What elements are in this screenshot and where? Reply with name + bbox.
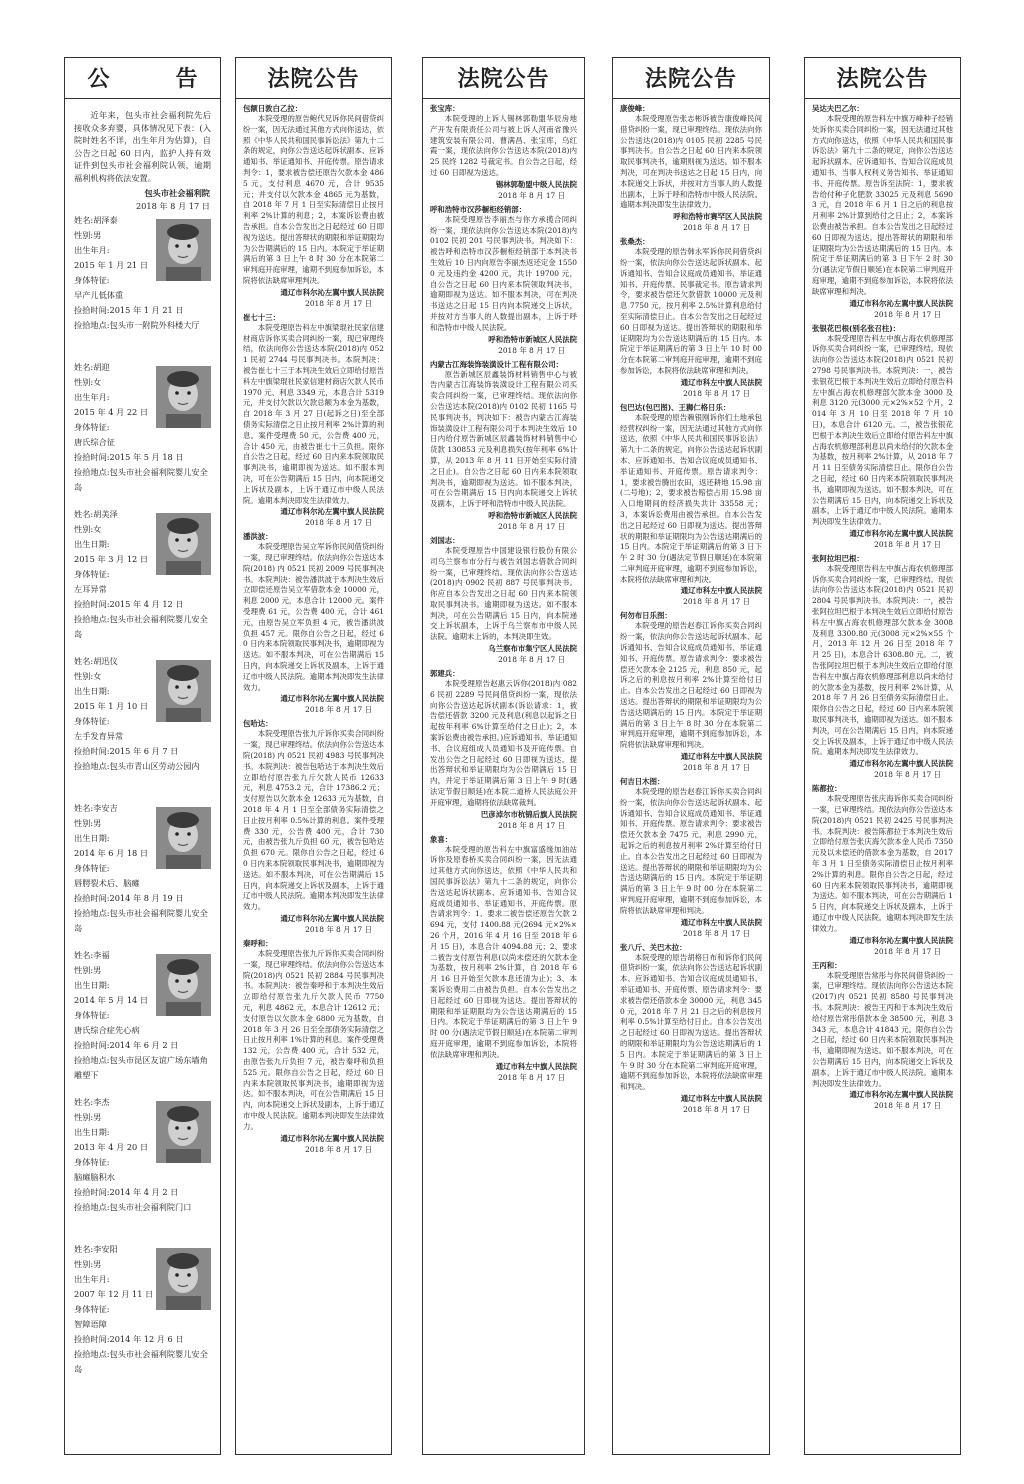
child-found-place: 捡拾地点:包头市社会福利院婴儿安全岛 [74, 466, 208, 492]
notice-addressee: 张桑杰： [620, 237, 650, 247]
court-notice [430, 668, 577, 831]
divider [613, 98, 769, 99]
child-gender: 性别:女 [74, 523, 102, 534]
notice-title: 公 告 [87, 67, 220, 92]
child-gender: 性别:女 [74, 376, 102, 387]
child-name: 姓名:李安吉 [74, 802, 118, 813]
court-notice [812, 553, 953, 780]
child-feature: 左耳异常 [74, 583, 107, 594]
court-notice [243, 531, 384, 715]
child-entry [65, 1242, 220, 1389]
child-found-time: 捡拾时间:2015 年 4 月 12 日 [74, 598, 184, 609]
notice-court: 通辽市科尔沁左翼中旗人民法院 [849, 759, 953, 769]
child-feature: 唐氏综合症先心病 [74, 1024, 140, 1035]
child-gender: 性别:男 [74, 1111, 102, 1122]
child-feature-label: 身体特征: [74, 1303, 110, 1314]
child-birth: 2015 年 1 月 21 日 [74, 259, 149, 270]
notice-date: 2018 年 8 月 17 日 [498, 190, 565, 200]
notice-court: 通辽市科尔沁左翼中旗人民法院 [849, 528, 953, 538]
child-found-time: 捡拾时间:2015 年 1 月 21 日 [74, 304, 184, 315]
child-name: 姓名:李安阳 [74, 1243, 118, 1254]
notice-court: 通辽市科左中旗人民法院 [680, 377, 762, 387]
child-birth: 2013 年 4 月 20 日 [74, 1141, 149, 1152]
notice-body: 本院受理的原告赵春江诉你买卖合同纠纷一案，依法向你公告送达起诉状副本、起诉通知书、告知合议庭成员通知书、举证通知书、开庭传票。原告请求判令：要求被告偿还欠款本金 7475 元，利息 2990 元，起诉之后的利息按月利率 2%计算至给付日止。自本公告发出之日起经过 60 日即视为送达。提出答辩状的期限和举证期限均为公告送达期满后的 15 日内。本院定于举证期满后的第 3 日上午 9 时 00 分在本院第二审判庭开庭审理，逾期不到庭参加诉讼，本院将依法缺席审理和判决。 [620, 787, 762, 915]
court-notice [243, 103, 384, 309]
notice-court: 通辽市科左中旗人民法院 [680, 752, 762, 762]
notice-date: 2018 年 8 月 17 日 [498, 345, 565, 355]
notice-list [805, 103, 960, 1111]
child-found-place: 捡拾地点:包头市青山区劳动公园内 [74, 760, 200, 771]
notice-court: 呼和浩特市赛罕区人民法院 [673, 212, 762, 222]
child-birth-label: 出生日期: [74, 1126, 110, 1137]
child-entry [65, 654, 220, 801]
column-court-notices-4 [612, 57, 770, 1455]
notice-date: 2018 年 8 月 17 日 [305, 518, 372, 528]
child-name: 姓名:胡泽泰 [74, 214, 118, 225]
notice-date: 2018 年 8 月 17 日 [874, 309, 941, 319]
child-found-time: 捡拾时间:2014 年 4 月 2 日 [74, 1186, 179, 1197]
notice-body: 本院受理原告科左中旗占海农机修理部诉你买卖合同纠纷一案，已审理终结。现依法向你公告送达本院(2018)内 0521 民初 2804 号民事判决书。本院判决：一，被告张阿拉坦巴根于本判决生效后立即给付原告科左中旗占海农机修理部欠款本金 3008 及利息 3300.80 元(3008 元×2%×55 个月，2013 年 12 月 26 日至 2018 年 7 月 25 日)，本息合计 6308.80 元。二，被告张阿拉坦巴根于本判决生效后立即给付原告科左中旗占海农机修理部利息以尚未给付的欠款本金为基数，按月利率 2%计算，从 2018 年 7 月 26 日至债务实际清偿日止。限你自公告之日起，经过 60 日内来本院领取民事判决书，逾期即视为送达。如不服本判决，可在公告期满后 15 日内，向本院递交上诉状及副本，上诉于通辽市中级人民法院。逾期本判决即发生法律效力。 [812, 563, 953, 757]
notice-court: 呼和浩特市新城区人民法院 [488, 510, 577, 520]
court-notice [243, 718, 384, 935]
child-feature-label: 身体特征: [74, 274, 110, 285]
notice-body: 原告新城区辰鑫装饰材料销售中心与被告内蒙古江海装饰装潢设计工程有限公司买卖合同纠纷一案，已审理终结。现依法向你公告送达本院(2018)内 0102 民初 1165 号民事判决书，判决如下：被告内蒙古江海装饰装潢设计工程有限公司于本判决生效后 10 日内给付原告新城区辰鑫装饰材料销售中心货款 130853 元及利息损失(按年利率 6%计算，从 2013 年 8 月 11 日开始至实际付清之日止)。自公告之日起 60 日内来本院领取判决书，逾期即视为送达。如不服本判决，可在公告期满后 15 日内向本院递交上诉状及副本，上诉于呼和浩特市中级人民法院。 [430, 369, 577, 509]
child-photo [156, 954, 211, 1016]
notice-addressee: 康俊峰： [620, 104, 650, 113]
court-notice [620, 236, 762, 399]
notice-body: 本院受理原告张志彬诉被告康俊峰民间借贷纠纷一案，现已审理终结。现依法向你公告送达(2018)内 0105 民初 2285 号民事判决书。自公告之日起 60 日内来本院领取民事判决书，逾期则视为送达。如不服本判决，可在判决书送达之日起 15 日内，向本院递交上诉状，并按对方当事人的人数提出副本，上诉于呼和浩特市中级人民法院。逾期本判决即发生法律效力。 [620, 114, 762, 210]
notice-addressee: 王丙和： [812, 960, 842, 970]
child-photo [156, 660, 211, 722]
child-found-place: 捡拾地点:包头市社会福利院婴儿安全岛 [74, 613, 208, 639]
notice-court: 通辽市科左中旗人民法院 [680, 917, 762, 927]
notice-addressee: 何吉日木图： [620, 777, 665, 787]
child-feature: 唐氏综合征 [74, 436, 115, 447]
notice-list [423, 103, 584, 1083]
child-birth: 2015 年 3 月 12 日 [74, 553, 149, 564]
notice-addressee: 张宝库： [430, 104, 460, 113]
child-feature: 脑瘫脑积水 [74, 1171, 115, 1182]
child-entry [65, 360, 220, 507]
child-photo [156, 366, 211, 428]
child-name: 姓名:胡迅仪 [74, 655, 118, 666]
child-gender: 性别:男 [74, 817, 102, 828]
children-list [65, 213, 220, 1389]
divider [423, 98, 584, 99]
child-name: 姓名:李福 [74, 949, 110, 960]
child-gender: 性别:女 [74, 670, 102, 681]
court-notice [243, 312, 384, 529]
notice-date: 2018 年 8 月 17 日 [874, 539, 941, 549]
notice-date: 2018 年 8 月 17 日 [305, 705, 372, 715]
child-photo [156, 807, 211, 869]
court-notice [812, 103, 953, 320]
notice-addressee: 包巴达(包巴图)、王狮仁格日乐： [620, 402, 731, 412]
child-birth-label: 出生日期: [74, 979, 110, 990]
notice-date: 2018 年 8 月 17 日 [305, 298, 372, 308]
child-photo [156, 1248, 211, 1310]
column-title: 法院公告 [836, 67, 929, 92]
child-entry [65, 948, 220, 1095]
column-title: 法院公告 [267, 67, 360, 92]
child-birth-label: 出生年月: [74, 391, 110, 402]
child-gender: 性别:男 [74, 964, 102, 975]
child-birth-label: 出生日期: [74, 832, 110, 843]
child-found-time: 捡拾时间:2014 年 8 月 19 日 [74, 892, 184, 903]
child-birth: 2007 年 12 月 11 日 [74, 1288, 154, 1299]
notice-addressee: 内蒙古江海装饰装潢设计工程有限公司： [430, 359, 564, 369]
column-court-notices-2 [235, 57, 392, 1455]
notice-body: 本院受理原告中国建设银行股份有限公司乌兰察布市分行与被告刘国志借款合同纠纷一案，已审理终结。现依法向你公告送达(2018)内 0902 民初 887 号民事判决书。你应自本公告发出之日起 60 日内来本院领取民事判决书。逾期即视为送达。如不服本判决，可在公告期满后 15 日内，向本院递交上诉状副本，上诉于乌兰察布市中级人民法院。逾期未上诉的，本判决即生效。 [430, 545, 577, 642]
notice-court: 通辽市科左中旗人民法院 [680, 586, 762, 596]
notice-addressee: 包额日敦白乙拉： [243, 104, 303, 113]
notice-body: 本院受理的原告科左中旗万峰种子经销处诉你买卖合同纠纷一案，因无法通过其他方式向你送达，依照《中华人民共和国民事诉讼法》第九十二条的规定，向你公告送达起诉状副本、应诉通知书、告知合议庭成员通知书、当事人权利义务告知书、举证通知书、开庭传票。原告诉至法院：1，要求被告给付种子化肥款 33025 元及利息 56903 元，自 2018 年 6 月 1 日之后的利息按月利率 2%计算到给付之日止；2，本案诉讼费由被告承担。自本公告发出之日起经过 60 日即视为送达。提出答辩状的期限和举证期限均为公告送达期满后的 15 日内。本院定于举证期满后的第 3 日下午 2 时 30 分(遇法定节假日顺延)在本院第二审判庭开庭审理，逾期不到庭参加诉讼，本院将依法缺席审理和判决。 [812, 114, 953, 296]
notice-date: 2018 年 8 月 17 日 [683, 763, 750, 773]
notice-date: 2018 年 8 月 17 日 [683, 223, 750, 233]
court-notice [430, 535, 577, 665]
notice-date: 2018 年 8 月 17 日 [683, 388, 750, 398]
child-photo [156, 219, 211, 281]
child-feature: 左手发育异常 [74, 730, 124, 741]
child-feature: 早产儿低体重 [74, 289, 124, 300]
notice-addressee: 张阿拉坦巴根： [812, 553, 864, 563]
notice-body: 本院受理的原告赵春江诉你买卖合同纠纷一案，依法向你公告送达起诉状副本、起诉通知书、告知合议庭成员通知书、举证通知书、开庭传票。原告请求判令：要求被告偿还欠款本金 2125 元，利息 850 元，起诉之后的利息按月利率 2%计算至给付日止。自本公告发出之日起经过 60 日即视为送达。提出答辩状的期限和举证期限均为公告送达期满后的 15 日内。本院定于举证期满后的第 3 日上午 8 时 30 分在本院第二审判庭开庭审理，逾期不到庭参加诉讼，本院将依法缺席审理和判决。 [620, 621, 762, 750]
court-notice [812, 960, 953, 1112]
child-birth: 2015 年 1 月 10 日 [74, 700, 149, 711]
child-entry [65, 213, 220, 360]
notice-date: 2018 年 8 月 17 日 [683, 597, 750, 607]
court-notice [620, 103, 762, 233]
notice-court: 呼和浩特市新城区人民法院 [488, 334, 577, 344]
court-notice [620, 610, 762, 773]
divider [236, 98, 391, 99]
notice-body: 本院受理的上诉人锡林郭勒盟华辰房地产开发有限责任公司与被上诉人河南省豫兴建筑安装有限公司、曹满昌、张宝库，乌红霞一案，现依法向你公告送达本院(2018)内 25 民终 1282 号裁定书。自公告之日起，经过 60 日即视为送达。 [430, 114, 577, 177]
court-notice [812, 783, 953, 956]
notice-court: 通辽市科尔沁左翼中旗人民法院 [849, 298, 953, 308]
notice-date: 2018 年 8 月 17 日 [683, 1104, 750, 1114]
column-title: 法院公告 [457, 67, 550, 92]
notice-addressee: 吴达夫巴乙尔： [812, 104, 864, 113]
child-found-time: 捡拾时间:2015 年 5 月 18 日 [74, 451, 184, 462]
child-birth: 2014 年 5 月 14 日 [74, 994, 149, 1005]
child-found-place: 捡拾地点:包头市一附院外科楼大厅 [74, 319, 200, 330]
notice-list [236, 103, 391, 1155]
notice-court: 通辽市科尔沁左翼中旗人民法院 [849, 1090, 953, 1100]
child-found-place: 捡拾地点:包头市社会福利院门口 [74, 1201, 192, 1212]
notice-addressee: 秦呼和： [243, 939, 273, 948]
notice-court: 通辽市科尔沁左翼中旗人民法院 [280, 287, 384, 297]
notice-body: 本院受理原告常彤与你民间借贷纠纷一案，已审理终结。现依法向你公告送达本院(2017)内 0521 民初 8580 号民事判决书。本院判决：被告王丙和于本判决生效后给付原告常彤借款本金 38500 元，利息 3343 元，本息合计 41843 元。限你自公告之日起，经过 60 日内来本院领取民事判决书，逾期即视为送达。如不服本判决，可在公告期满后 15 日内，向本院递交上诉状及副本，上诉于通辽市中级人民法院。逾期本判决即发生法律效力。 [812, 970, 953, 1088]
court-notice [430, 204, 577, 356]
child-birth: 2014 年 6 月 18 日 [74, 847, 149, 858]
child-found-time: 捡拾时间:2014 年 6 月 2 日 [74, 1039, 179, 1050]
child-name: 姓名:胡美泽 [74, 508, 118, 519]
child-entry [65, 801, 220, 948]
child-birth: 2015 年 4 月 22 日 [74, 406, 149, 417]
child-entry [65, 1095, 220, 1242]
notice-court: 锡林郭勒盟中级人民法院 [495, 179, 577, 189]
child-entry [65, 507, 220, 654]
notice-addressee: 何勿布日乐图： [620, 611, 672, 621]
notice-body: 本院受理的原告鲍代兄诉你民间借贷纠纷一案，因无法通过其他方式向你送达，依照《中华人民共和国民事诉讼法》第九十二条的规定，向你公告送达起诉状副本、应诉通知书、举证通知书、开庭传票。原告请求判令：1，要求被告偿还原告欠款本金 4865 元，支付利息 4670 元，合计 9535 元；并支付以欠款本金 4865 元为基数，自 2018 年 7 月 1 日至实际清偿日止按月利率 2%计算的利息；2，本案诉讼费由被告承担。自本公告发出之日起经过 60 日即视为送达。提出答辩状的期限和举证期限均为公告期满后的 15 日内。本院定于举证期满后的第 3 日上午 8 时 30 分在本院第二审判庭开庭审理，逾期不到庭参加诉讼，本院将依法缺席审理判决。 [243, 114, 384, 285]
child-feature-label: 身体特征: [74, 421, 110, 432]
court-notice [430, 103, 577, 201]
notice-intro: 近年来，包头市社会福利院先后接收众多弃婴，具体情况见下表：(入院时姓名不详，出生年月为估算)，自公告之日起 60 日内，监护人持有效证件到包头市社会福利院认领，逾期福利机构将依法安置。 [74, 110, 211, 183]
notice-date: 2018 年 8 月 17 日 [498, 820, 565, 830]
child-feature-label: 身体特征: [74, 862, 110, 873]
child-name: 姓名:胡迎 [74, 361, 110, 372]
notice-court: 通辽市科左中旗人民法院 [680, 1093, 762, 1103]
notice-date: 2018 年 8 月 17 日 [305, 1144, 372, 1154]
notice-body: 本院受理原告张庆海诉你买卖合同纠纷一案，已审理终结。现依法向你公告送达本院(2018)内 0521 民初 2425 号民事判决书。本院判决：被告陈都拉于本判决生效后立即给付原告张庆海欠款本金人民币 7350 元及以未偿还的借款本金为基数，自 2017 年 3 月 1 日至债务实际清偿日止按月利率 2%计算的利息。限你自公告之日起，经过 60 日内来本院领取民事判决书，逾期即视为送达。如不服本判决，可在公告期满后 15 日内，向本院递交上诉状及副本，上诉于通辽市中级人民法院。逾期本判决即发生法律效力。 [812, 794, 953, 933]
court-notice [812, 323, 953, 550]
notice-date: 2018 年 8 月 17 日 [135, 200, 210, 211]
notice-court: 乌兰察布市集宁区人民法院 [488, 644, 577, 654]
notice-body: 本院受理的原告赖银刚诉你们土地承包经营权纠纷一案，因无法通过其他方式向你送达，依照《中华人民共和国民事诉讼法》第九十二条的规定，向你公告送达起诉状副本、应诉通知书、告知合议庭成员通知书、举证通知书、开庭传票。原告请求判令：1，要求被告腾出农田，返还耕地 15.98 亩(二号地)；2，要求被告赔偿占用 15.98 亩入口地期间的经济损失共计 33558 元；3，本案诉讼费用由被告承担。自本公告发出之日起经过 60 日即视为送达。提出答辩状的期限和举证期限均为公告送达期满后的 15 日内。本院定于举证期满后的第 3 日下午 2 时 30 分(遇法定节假日顺延)在本院第二审判庭开庭审理，逾期不到庭参加诉讼，本院将依法缺席审理和判决。 [620, 412, 762, 584]
notice-date: 2018 年 8 月 17 日 [874, 1101, 941, 1111]
child-feature: 唇腭裂术后、脑瘫 [74, 877, 140, 888]
child-birth-label: 出生年月: [74, 1273, 110, 1284]
child-found-place: 捡拾地点:包头市社会福利院婴儿安全岛 [74, 1348, 208, 1374]
notice-addressee: 包哈达： [243, 719, 273, 729]
notice-court: 通辽市科左中旗人民法院 [495, 1061, 577, 1071]
notice-date: 2018 年 8 月 17 日 [305, 925, 372, 934]
notice-body: 本院受理原告张九斤诉你买卖合同纠纷一案，现已审理终结。依法向你公告送达本院(2018)内 0521 民初 2884 号民事判决书。本院判决：被告秦呼和于本判决生效后立即给付原告张九斤欠款人民币 7750 元，利息 4862 元，本息合计 12612 元；支付原告以欠款本金 6800 元为基数，自 2018 年 3 月 26 日至全部债务实际清偿之日止按月利率 1%计算的利息。案件受理费 132 元，公告费 400 元，合计 532 元，由原告张九斤负担 7 元，被告秦呼和负担 525 元。限你自公告之日起，经过 60 日内来本院领取民事判决书，逾期即视为送达。如不服本判决，可在公告期满后 15 日内，向本院递交上诉状及副本，上诉于通辽市中级人民法院。逾期本判决即发生法律效力。 [243, 949, 384, 1131]
notice-court: 通辽市科尔沁左翼中旗人民法院 [280, 914, 384, 923]
notice-court: 巴彦淖尔市杭锦后旗人民法院 [480, 809, 577, 819]
column-public-notice [64, 57, 221, 1455]
notice-date: 2018 年 8 月 17 日 [498, 521, 565, 531]
court-notice [430, 359, 577, 532]
notice-body: 本院受理的原告胡格日布和诉你们民间借贷纠纷一案，依法向你公告送达起诉状副本、应诉通知书、告知合议庭成员通知书、举证通知书、开庭传票、原告请求判令：要求被告偿还借款本金 30000 元，利息 3450 元，2018 年 7 月 21 日之后的利息按月利率 0.5%计算至给付日止。自本公告发出之日起经过 60 日即视为送达。提出答辩状的期限和举证期限均为公告送达期满后的 15 日内。本院定于举证期满后的第 3 日上午 9 时 30 分在本院第二审判庭开庭审理，逾期不到庭参加诉讼，本院将依法缺席审理和判决。 [620, 952, 762, 1092]
notice-court: 通辽市科尔沁左翼中旗人民法院 [280, 507, 384, 517]
column-court-notices-5 [804, 57, 961, 1455]
court-notice [243, 938, 384, 1155]
notice-body: 本院受理原告科左中旗梁琨社民家信建材商店诉你买卖合同纠纷一案，现已审理终结，依法向你公告送达本院(2018)内 0521 民初 2744 号民事判决书。本院判决：被告崔七十三于本判决生效后立即给付原告科左中旗梁琨社民家信建材商店欠款人民币 1970 元、利息 3349 元，本息合计 5319 元，并支付欠款以欠款总额为本金为基数，自 2018 年 3 月 27 日(起诉之日)至全部债务实际清偿之日止按月利率 2%计算的利息。案件受理费 50 元，公告费 400 元，合计 450 元，由被告崔七十三负担。限你自公告之日起，经过 60 日内来本院领取民事判决书，逾期即视为送达。如不服本判决，可在公告期满后 15 日内，向本院递交上诉状及副本，上诉于通辽市中级人民法院。逾期本判决即发生法律效力。 [243, 322, 384, 505]
notice-addressee: 象喜： [430, 834, 453, 844]
court-notice [430, 834, 577, 1083]
divider [805, 98, 960, 99]
court-notice [620, 776, 762, 939]
child-birth-label: 出生年月: [74, 244, 110, 255]
notice-list [613, 103, 769, 1115]
notice-addressee: 崔七十三： [243, 312, 280, 322]
child-feature-label: 身体特征: [74, 1156, 110, 1167]
notice-body: 本院受理原告吴立军诉你民间借贷纠纷一案，现已审理终结。依法向你公告送达本院(2018) 内 0521 民初 2009 号民事判决书。本院判决：被告潘洪波于本判决生效后立即偿还原告吴立军借款本金 10000 元，利息 2000 元，本息合计 12000 元。案件受理费 61 元，公告费 400 元，合计 461 元，由原告吴立军负担 4 元，被告潘洪波负担 457 元。限你自公告之日起，经过 60 日内来本院领取民事判决书，逾期即视为送达。如不服本判决，可在公告期满后 15 日内，向本院递交上诉状及副本，上诉于通辽市中级人民法院。逾期本判决即发生法律效力。 [243, 542, 384, 692]
notice-addressee: 张八斤、关巴木拉： [620, 942, 687, 952]
notice-date: 2018 年 8 月 17 日 [498, 655, 565, 665]
notice-court: 通辽市科尔沁左翼中旗人民法院 [849, 935, 953, 945]
notice-date: 2018 年 8 月 17 日 [683, 928, 750, 938]
notice-addressee: 刘国志： [430, 535, 460, 545]
child-feature-label: 身体特征: [74, 568, 110, 579]
notice-addressee: 呼和浩特市汉莎橱柜经销部： [430, 204, 527, 214]
notice-body: 本院受理原告科左中旗占海农机修理部诉你买卖合同纠纷一案，已审理终结。现依法向你公告送达本院(2018)内 0521 民初 2798 号民事判决书。本院判决：一，被告张银花巴根于本判决生效后立即给付原告科左中旗占海农机修理部欠款本金 3000 及利息 3120 元(3000 元×2%×52 个月，2014 年 3 月 10 日至 2018 年 7 月 10 日)，本息合计 6120 元。二，被告张银花巴根于本判决生效后立即给付原告科左中旗占海农机修理部利息以尚未给付的欠款本金为基数，按月利率 2%计算，从 2018 年 7 月 11 日至债务实际清偿日止。限你自公告之日起，经过 60 日内来本院领取民事判决书，逾期即视为送达。如不服本判决，可在公告期满后 15 日内，向本院递交上诉状及副本，上诉于通辽市中级人民法院。逾期本判决即发生法律效力。 [812, 333, 953, 527]
notice-addressee: 郭建兵： [430, 669, 460, 679]
notice-court: 通辽市科尔沁左翼中旗人民法院 [280, 694, 384, 704]
notice-body: 本院受理原告赵惠云诉你(2018)内 0826 民初 2289 号民间借贷纠纷一案，现依法向你公告送达起诉状副本(诉讼请求：1，被告偿还借款 3200 元及利息(利息以起诉之日起按年利率 6%计算至给付之日止)；2，本案诉讼费由被告承担。)应诉通知书、举证通知书、合议庭组成人员通知书及开庭传票。自发出公告之日起经过 60 日即视为送达。提出答辩状和举证期限均为公告期满后 15 日内，并定于举证期满后第 3 日上午 9 时(遇法定节假日顺延)在本院二道桥人民法庭公开开庭审理，逾期将依法缺席裁判。 [430, 679, 577, 807]
child-photo [156, 513, 211, 575]
notice-addressee: 张银花巴根(别名张召柱)： [812, 323, 901, 333]
column-title: 法院公告 [644, 67, 737, 92]
notice-addressee: 潘洪波： [243, 532, 273, 542]
court-notice [620, 402, 762, 608]
child-birth-label: 出生日期: [74, 685, 110, 696]
issuing-organization: 包头市社会福利院 [144, 187, 210, 198]
child-feature-label: 身体特征: [74, 715, 110, 726]
child-gender: 性别:男 [74, 229, 102, 240]
child-name: 姓名:李杰 [74, 1096, 110, 1107]
child-birth-label: 出生日期: [74, 538, 110, 549]
notice-date: 2018 年 8 月 17 日 [498, 1072, 565, 1082]
child-photo [156, 1101, 211, 1163]
child-found-place: 捡拾地点:包头市社会福利院婴儿安全岛 [74, 907, 208, 933]
notice-date: 2018 年 8 月 17 日 [874, 946, 941, 956]
notice-addressee: 陈都拉： [812, 784, 842, 794]
notice-body: 本院受理的原告韩永军诉你民间借贷纠纷一案，依法向你公告送达起诉状副本、起诉通知书、告知合议庭成员通知书、举证通知书、开庭传票、民事裁定书。原告请求判令，要求被告偿还欠款借款 10000 元及利息 7750 元，按月利率 2.5%计算利息给付至实际清偿日止。自本公告发出之日起经过 60 日即视为送达。提出答辩状的期限和举证期限均为公告送达期满后的 15 日内。本院定于举证期满后的第 3 日上午 10 时 00 分在本院第二审判庭开庭审理，逾期不到庭参加诉讼，本院将依法缺席审理和判决。 [620, 247, 762, 375]
child-feature-label: 身体特征: [74, 1009, 110, 1020]
child-found-time: 捡拾时间:2014 年 12 月 6 日 [74, 1333, 184, 1344]
notice-body: 本院受理的原告科左中旗富盛缘加油站诉你及原春桥买卖合同纠纷一案，因无法通过其他方式向你送达，依照《中华人民共和国民事诉讼法》第九十二条的规定，向你公告送达起诉状副本、应诉通知书、告知合议庭成员通知书、举证通知书、开庭传票。原告请求判令：1、要求二被告偿还原告欠款 2694 元，支付 1400.88 元(2694 元×2%×26 个月，2016 年 4 月 16 日至 2018 年 6 月 15 日)，本息合计 4094.88 元；2、要求二被告支付原告利息(以尚未偿还的欠款本金为基数，按月利率 2%计算，自 2018 年 6 月 16 日开始至欠款本息还清为止)；3、本案诉讼费用二由被告负担。自本公告发出之日起经过 60 日即视为送达。提出答辩状的期限和举证期限均为公告送达期满后的 15 日内。本院定于举证期满后的第 3 日上午 9 时 00 分(遇法定节假日顺延)在本院第二审判庭开庭审理，逾期不到庭参加诉讼，本院将依法缺席审理和判决。 [430, 844, 577, 1059]
divider [65, 98, 220, 99]
column-court-notices-3 [422, 57, 585, 1455]
child-gender: 性别:男 [74, 1258, 102, 1269]
child-feature: 智障语障 [74, 1318, 107, 1329]
notice-body: 本院受理原告李丽杰与你方承揽合同纠纷一案，现依法向你公告送达本院(2018)内 0102 民初 201 号民事判决书。判决如下：被告呼和浩特市汉莎橱柜经销部于本判决书生效后 10 日内向原告李丽杰返还定金 15500 元及违约金 4200 元，共计 19700 元，自公告之日起 60 日内来本院领取判决书，逾期即视为送达。如不服本判决，可在判决书送达之日起 15 日内向本院递交上诉状，并按对方当事人的人数提出副本，上诉于呼和浩特市中级人民法院。 [430, 214, 577, 332]
child-found-time: 捡拾时间:2015 年 6 月 7 日 [74, 745, 179, 756]
notice-court: 通辽市科尔沁左翼中旗人民法院 [280, 1133, 384, 1143]
notice-body: 本院受理原告张九斤诉你买卖合同纠纷一案，现已审理终结。依法向你公告送达本院(2018) 内 0521 民初 4983 号民事判决书。本院判决：被告包哈达于本判决生效后立即给付原告张九斤欠款人民币 12633 元，利息 4753.2 元，合计 17386.2 元；支付原告以欠款本金 12633 元为基数，自 2018 年 4 月 1 日至全部债务实际清偿之日止按月利率 0.5%计算的利息。案件受理费 330 元，公告费 400 元，合计 730 元，由被告张九斤负担 60 元，被告包哈达负担 670 元。限你自公告之日起，经过 60 日内来本院领取民事判决书，逾期即视为送达。如不服本判决，可在公告期满后 15 日内，向本院递交上诉状及副本，上诉于通辽市中级人民法院。逾期本判决即发生法律效力。 [243, 729, 384, 912]
child-found-place: 捡拾地点:包头市昆区友谊广场东墙角雕塑下 [74, 1054, 208, 1080]
court-notice [620, 942, 762, 1115]
notice-date: 2018 年 8 月 17 日 [874, 770, 941, 780]
